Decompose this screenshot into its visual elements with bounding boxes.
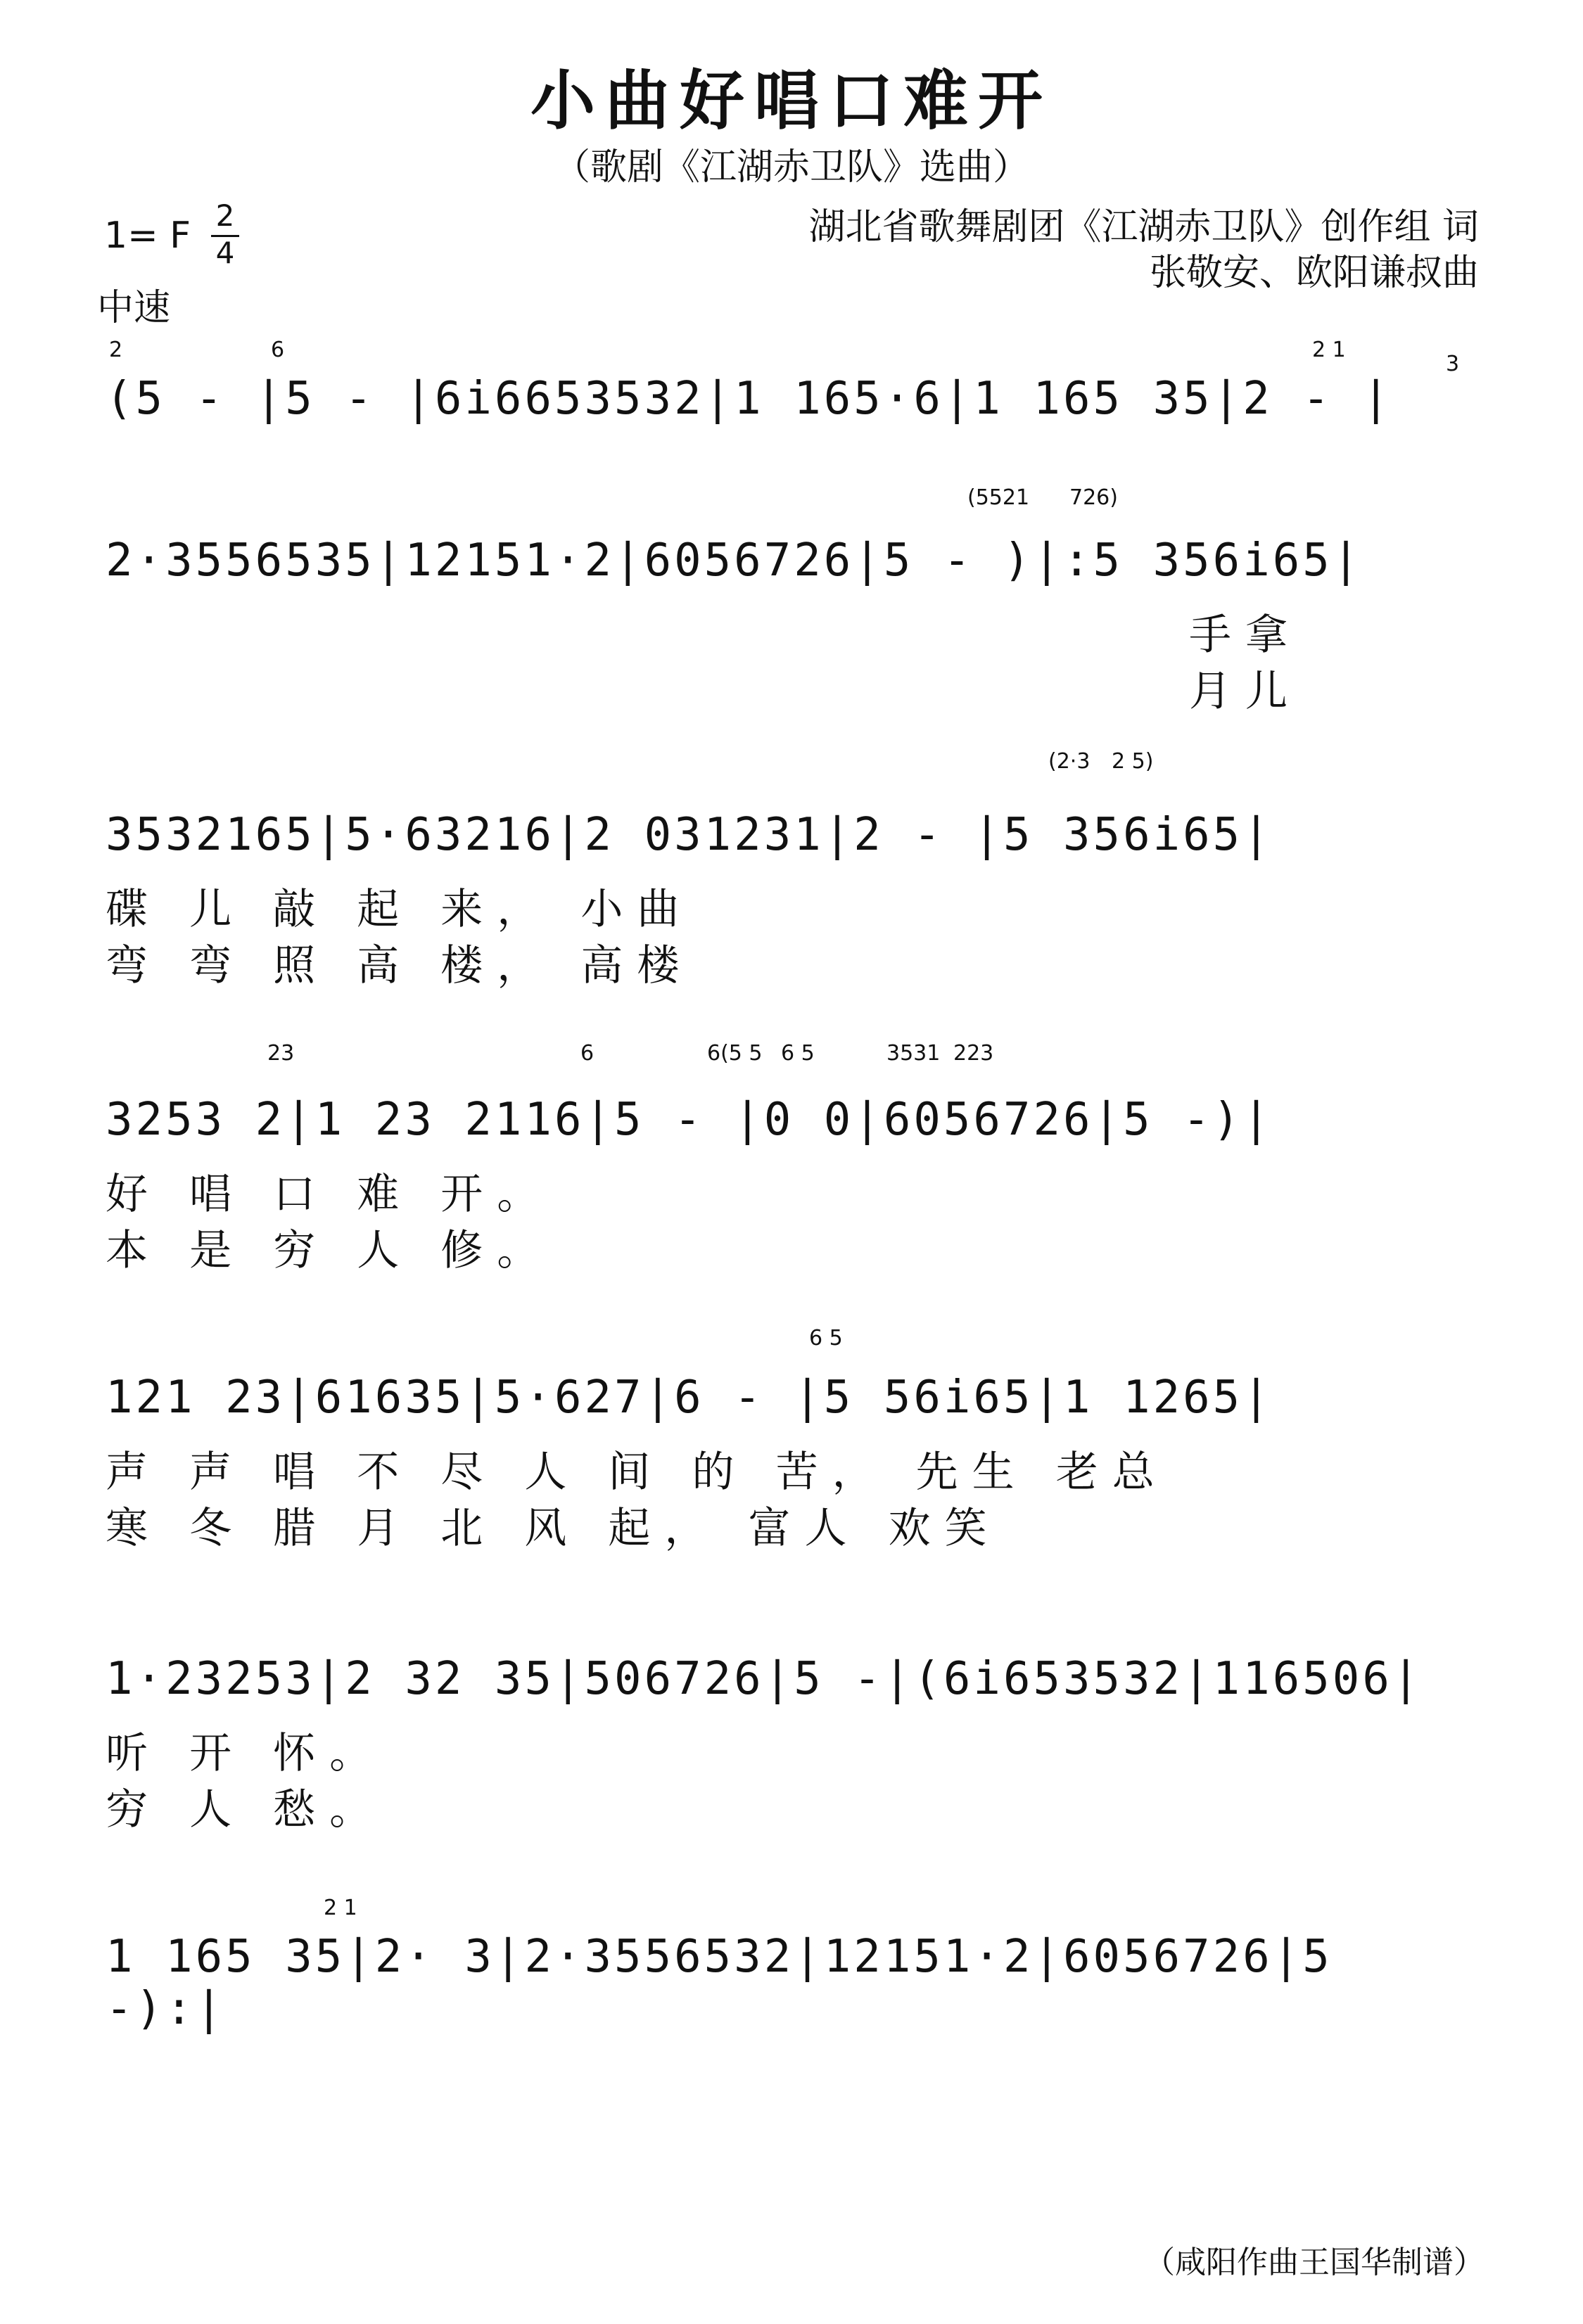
notation-line: 3532165|5·63216|2 031231|2 - |5 356i65| [106, 809, 1273, 861]
notation-line: 1 165 35|2· 3|2·3556532|12151·2|6056726|5 -):| [106, 1931, 1333, 2035]
song-title: 小曲好唱口难开 [530, 63, 1053, 139]
time-signature-top: 2 [215, 198, 235, 233]
grace-note: 2 5) [1112, 749, 1154, 774]
time-signature-bottom: 4 [215, 236, 235, 270]
lyric-verse-1: 声 声 唱 不 尽 人 间 的 苦， 先生 老总 [106, 1448, 1169, 1497]
key-signature: 1= F [104, 215, 191, 257]
grace-note: 6 5 [781, 1041, 815, 1066]
grace-note: 6(5 5 [707, 1041, 763, 1066]
grace-note: 3 [1446, 352, 1460, 376]
grace-note: 6 5 [809, 1326, 843, 1351]
tempo-marking: 中速 [97, 287, 171, 329]
grace-note: 2 [109, 338, 123, 362]
notation-line: 121 23|61635|5·627|6 - |5 56i65|1 1265| [106, 1372, 1273, 1424]
lyric-verse-1: 手拿 [1189, 611, 1302, 660]
lyric-verse-1: 好 唱 口 难 开。 [106, 1170, 554, 1219]
notation-line: 3253 2|1 23 2116|5 - |0 0|6056726|5 -)| [106, 1094, 1273, 1146]
lyric-verse-2: 弯 弯 照 高 楼， 高楼 [106, 941, 694, 990]
composer-credit: 张敬安、欧阳谦叔曲 [1149, 252, 1479, 294]
song-subtitle: （歌剧《江湖赤卫队》选曲） [553, 146, 1029, 189]
lyric-verse-2: 寒 冬 腊 月 北 风 起， 富人 欢笑 [106, 1504, 1001, 1553]
grace-note: (2·3 [1048, 749, 1091, 774]
grace-note: 23 [267, 1041, 295, 1066]
grace-note: 6 [271, 338, 285, 362]
lyric-verse-2: 月儿 [1189, 667, 1302, 716]
grace-note: (5521 [967, 485, 1030, 510]
engraver-credit: （咸阳作曲王国华制谱） [1144, 2245, 1485, 2280]
notation-line: 2·3556535|12151·2|6056726|5 - )|:5 356i65| [106, 535, 1363, 587]
notation-line: (5 - |5 - |6i6653532|1 165·6|1 165 35|2 - | [106, 373, 1392, 425]
grace-note: 6 [580, 1041, 595, 1066]
grace-note: 2 1 [324, 1896, 357, 1920]
grace-note: 2 1 [1312, 338, 1346, 362]
lyric-verse-2: 本 是 穷 人 修。 [106, 1226, 554, 1275]
lyricist-credit: 湖北省歌舞剧团《江湖赤卫队》创作组 词 [808, 206, 1479, 248]
lyric-verse-1: 碟 儿 敲 起 来， 小曲 [106, 885, 694, 934]
lyric-verse-2: 穷 人 愁。 [106, 1785, 386, 1834]
grace-note: 726) [1069, 485, 1118, 510]
lyric-verse-1: 听 开 怀。 [106, 1729, 386, 1778]
grace-note: 3531 [886, 1041, 941, 1066]
grace-note: 223 [953, 1041, 994, 1066]
notation-line: 1·23253|2 32 35|506726|5 -|(6i653532|116506| [106, 1653, 1423, 1705]
